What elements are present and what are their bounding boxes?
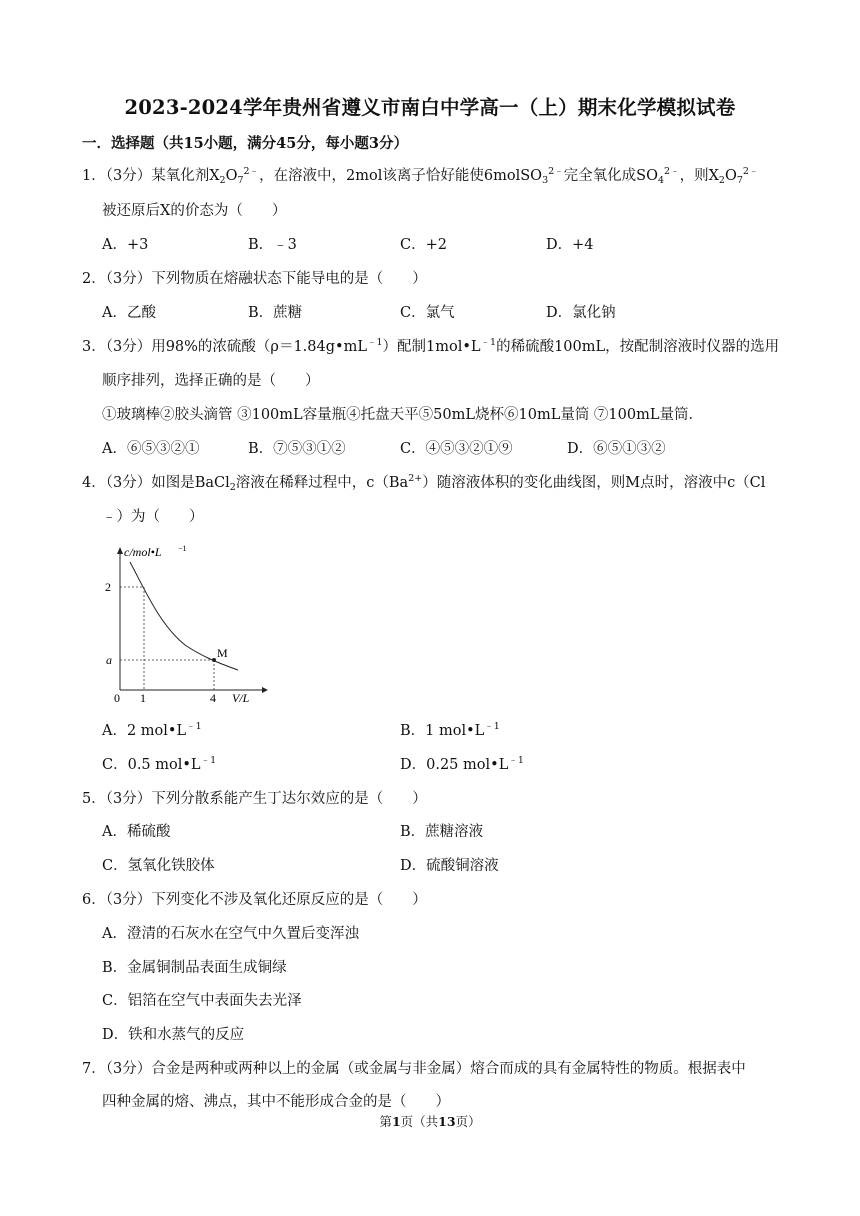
tick-ya: a [106,653,112,667]
q1-option-c: C．+2 [400,237,447,253]
question-6: 6．（3分）下列变化不涉及氧化还原反应的是（ ） [82,892,427,908]
x-axis-label: V/L [232,691,250,705]
y-axis-label: c/mol•L [124,545,162,559]
q4-option-a: A．2 $mol•L^{﹣1}$ [102,721,202,739]
section-heading: 一．选择题（共15小题，满分45分，每小题3分） [82,135,408,152]
q5-option-b: B．蔗糖溶液 [400,824,484,840]
q5-option-c: C．氢氧化铁胶体 [102,858,215,874]
q3-option-a: A．⑥⑤③②① [102,441,200,457]
question-1-line2: 被还原后X的价态为（ ） [102,203,287,219]
x-axis-arrow [262,687,268,693]
q4-option-c: C．0.5 $mol•L^{﹣1}$ [102,755,217,773]
q4-option-b: B．1 $mol•L^{﹣1}$ [400,721,500,739]
y-axis-arrow [117,547,123,554]
q6-option-b: B．金属铜制品表面生成铜绿 [102,960,287,976]
q3-option-c: C．④⑤③②①⑨ [400,441,513,457]
q4-option-d: D．0.25 $mol•L^{﹣1}$ [400,755,524,773]
tick-y2: 2 [105,580,111,594]
question-2: 2．（3分）下列物质在熔融状态下能导电的是（ ） [82,271,427,287]
question-5: 5．（3分）下列分散系能产生丁达尔效应的是（ ） [82,791,427,807]
y-axis-label-sup: −1 [178,544,187,553]
q3-option-b: B．⑦⑤③①② [248,441,346,457]
tick-x4: 4 [210,691,216,705]
question-4-line2: ﹣）为（ ） [102,509,204,525]
q6-option-c: C．铝箔在空气中表面失去光泽 [102,993,302,1009]
page-footer: 第1页（共13页） [379,1114,481,1129]
point-m-label: M [217,646,228,660]
q2-option-c: C．氯气 [400,305,455,321]
q6-option-a: A．澄清的石灰水在空气中久置后变浑浊 [102,926,359,942]
q2-option-b: B．蔗糖 [248,305,303,321]
concentration-graph [100,540,270,705]
q5-option-a: A．稀硫酸 [102,824,171,840]
q5-option-d: D．硫酸铜溶液 [400,858,499,874]
question-4: 4．（3分）如图是BaCl$_2$溶液在稀释过程中，$c(Ba^{2+})$随溶液体积的变化曲线图，则M点时，溶液中c（Cl [82,473,766,493]
question-1: 1．（3分）某氧化剂$X_2O_7^{2﹣}$，在溶液中，2mol该离子恰好能使6molSO$_3^{2﹣}$完全氧化成$SO_4^{2﹣}$，则$X_2O_7^{2﹣}$ [82,166,759,186]
page-title: 2023-2024学年贵州省遵义市南白中学高一（上）期末化学模拟试卷 [124,96,736,119]
question-7: 7．（3分）合金是两种或两种以上的金属（或金属与非金属）熔合而成的具有金属特性的物质。根据表中 [82,1061,746,1077]
tick-x0: 0 [114,691,120,705]
question-3-instruments: ①玻璃棒②胶头滴管 ③100mL容量瓶④托盘天平⑤50mL烧杯⑥10mL量筒 ⑦100mL量筒． [102,407,703,423]
question-3: 3．（3分）用98%的浓硫酸$(\rho=1.84g•mL^{﹣1})$配制$1mol•L^{﹣1}$的稀硫酸100mL，按配制溶液时仪器的选用 [82,337,780,355]
question-3-line2: 顺序排列，选择正确的是（ ） [102,373,320,389]
q1-option-b: B．﹣3 [248,237,297,253]
q3-option-d: D．⑥⑤①③② [567,441,666,457]
tick-x1: 1 [140,691,146,705]
q2-option-d: D．氯化钠 [546,305,616,321]
q1-option-a: A．+3 [102,237,149,253]
q6-option-d: D．铁和水蒸气的反应 [102,1027,245,1043]
question-7-line2: 四种金属的熔、沸点，其中不能形成合金的是（ ） [102,1094,450,1110]
q2-option-a: A．乙酸 [102,305,156,321]
q1-option-d: D．+4 [546,237,594,253]
point-m [212,658,216,662]
